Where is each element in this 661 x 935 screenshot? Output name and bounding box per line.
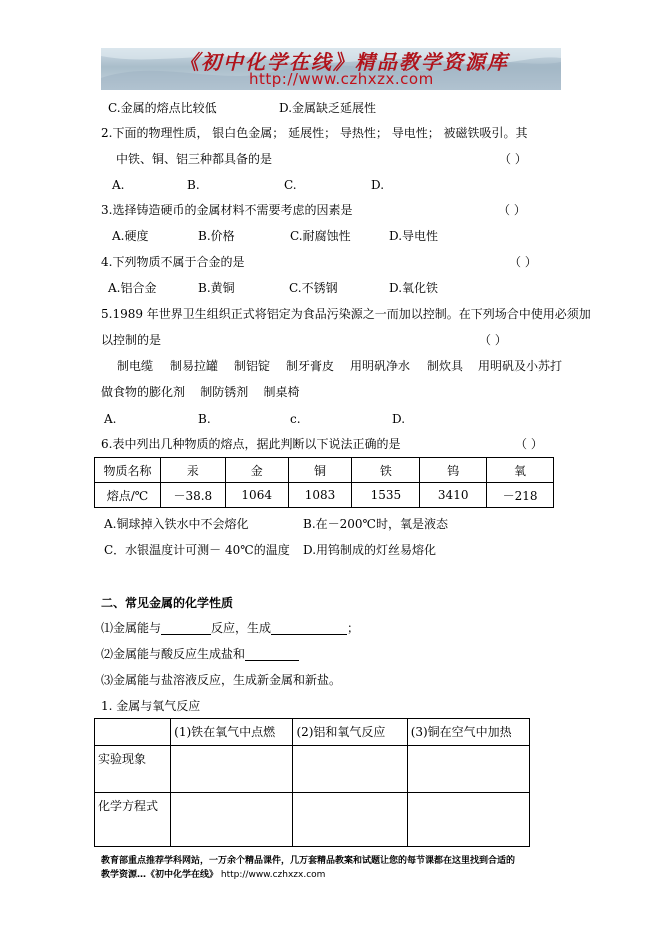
q5-answer-bracket: （ ） [479, 333, 507, 347]
q4-option-a: A.铝合金 [108, 281, 157, 295]
q4-option-b: B.黄铜 [198, 281, 235, 295]
table-cell-iron: 铁 [352, 458, 420, 483]
table-cell-value: 3410 [420, 483, 487, 508]
table-cell-gold: 金 [225, 458, 288, 483]
table-row-equation [95, 793, 530, 847]
table-cell-answer[interactable] [407, 793, 529, 847]
q5-stem-line4: 做食物的膨化剂 制防锈剂 制桌椅 [101, 385, 300, 399]
q5-item-3: 制铝锭 [234, 359, 271, 373]
table-row-values [95, 483, 554, 508]
oxygen-reaction-table [94, 718, 530, 847]
q1-option-d: D.金属缺乏延展性 [279, 101, 377, 115]
table-cell-answer[interactable] [407, 746, 529, 793]
table-row-header [95, 719, 530, 746]
melting-point-table [94, 457, 554, 508]
table-row-label: 化学方程式 [95, 793, 171, 847]
q4-option-d: D.氧化铁 [389, 281, 439, 295]
q5-item-7: 用明矾及小苏打 [478, 359, 563, 373]
q3-stem: 3.选择铸造硬币的金属材料不需要考虑的因素是 [101, 203, 353, 217]
table-header-iron: (1)铁在氧气中点燃 [171, 719, 293, 746]
fill-line-2-text: ⑵金属能与酸反应生成盐和 [101, 647, 246, 661]
table-cell-oxygen: 氧 [487, 458, 554, 483]
section-title: 二、常见金属的化学性质 [101, 596, 234, 610]
table-row-names [95, 458, 554, 483]
table-cell-empty [95, 719, 171, 746]
table-cell-value: －38.8 [160, 483, 225, 508]
table-cell-answer[interactable] [171, 793, 293, 847]
fill-line-2 [101, 647, 299, 661]
table-cell-value: －218 [487, 483, 554, 508]
q2-stem-line2: 中铁、铜、铝三种都具备的是 [116, 152, 273, 166]
q3-option-b: B.价格 [198, 229, 235, 243]
blank-reactant[interactable] [161, 622, 211, 635]
q2-answer-bracket: （ ） [499, 152, 527, 166]
q6-option-c: C．水银温度计可测－ 40℃的温度 [104, 543, 290, 557]
q2-option-b: B. [187, 178, 200, 192]
q3-option-c: C.耐腐蚀性 [290, 229, 351, 243]
fill-line-1-part-b: 反应，生成 [211, 621, 272, 635]
q5-item-2: 制易拉罐 [170, 359, 219, 373]
q5-item-6: 制炊具 [427, 359, 464, 373]
q5-stem-line1: 5.1989 年世界卫生组织正式将铝定为食品污染源之一而加以控制。在下列场合中使用必须加 [101, 307, 591, 321]
table-cell-label: 物质名称 [95, 458, 161, 483]
table-cell-copper: 铜 [288, 458, 352, 483]
fill-line-1-part-c: ； [347, 621, 360, 635]
header-banner [101, 48, 561, 90]
fill-line-3: ⑶金属能与盐溶液反应，生成新金属和新盐。 [101, 673, 342, 687]
q4-option-c: C.不锈钢 [289, 281, 338, 295]
q2-option-d: D. [371, 178, 385, 192]
table-cell-value: 1083 [288, 483, 352, 508]
q2-option-a: A. [112, 178, 125, 192]
q6-option-a: A.铜球掉入铁水中不会熔化 [104, 517, 249, 531]
q5-item-4: 制牙膏皮 [286, 359, 335, 373]
q3-answer-bracket: （ ） [498, 203, 526, 217]
table-cell-answer[interactable] [293, 746, 407, 793]
banner-url[interactable]: http://www.czhxzx.com [249, 70, 434, 88]
q6-stem: 6.表中列出几种物质的熔点，据此判断以下说法正确的是 [101, 437, 401, 451]
table-row-label: 实验现象 [95, 746, 171, 793]
q3-option-a: A.硬度 [112, 229, 149, 243]
table-cell-answer[interactable] [293, 793, 407, 847]
footer-line-2 [101, 869, 325, 881]
q5-stem-line2: 以控制的是 [101, 333, 162, 347]
table-cell-value: 1535 [352, 483, 420, 508]
blank-product[interactable] [271, 622, 347, 635]
q2-option-c: C. [284, 178, 297, 192]
table-header-copper: (3)铜在空气中加热 [407, 719, 529, 746]
q1-option-c: C.金属的熔点比较低 [108, 101, 217, 115]
table-row-phenomenon [95, 746, 530, 793]
fill-line-1-part-a: ⑴金属能与 [101, 621, 162, 635]
q3-option-d: D.导电性 [389, 229, 439, 243]
footer-url[interactable]: http://www.czhxzx.com [220, 870, 326, 880]
table-cell-value: 1064 [225, 483, 288, 508]
table-cell-label: 熔点/℃ [95, 483, 161, 508]
table-header-aluminum: (2)铝和氧气反应 [293, 719, 407, 746]
footer-source: 教学资源…《初中化学在线》 [101, 870, 219, 880]
q5-item-5: 用明矾净水 [350, 359, 411, 373]
q4-answer-bracket: （ ） [509, 255, 537, 269]
q6-option-d: D.用钨制成的灯丝易熔化 [303, 543, 437, 557]
q2-stem-line1: 2.下面的物理性质， 银白色金属； 延展性； 导热性； 导电性； 被磁铁吸引。其 [101, 126, 528, 140]
q4-stem: 4.下列物质不属于合金的是 [101, 255, 245, 269]
fill-line-1 [101, 621, 359, 635]
table-cell-answer[interactable] [171, 746, 293, 793]
q5-item-1: 制电缆 [117, 359, 154, 373]
table-cell-mercury: 汞 [160, 458, 225, 483]
subsection-title: 1. 金属与氧气反应 [101, 699, 201, 713]
q6-option-b: B.在－200℃时，氧是液态 [303, 517, 448, 531]
q5-option-a: A. [104, 412, 117, 426]
blank-gas[interactable] [245, 648, 299, 661]
q5-option-b: B. [198, 412, 211, 426]
footer-line-1: 教育部重点推荐学科网站，一万余个精品课件，几万套精品教案和试题让您的每节课都在这里找到合适的 [101, 856, 516, 866]
q6-answer-bracket: （ ） [515, 437, 543, 451]
q5-option-d: D. [392, 412, 406, 426]
banner-title: 《初中化学在线》精品教学资源库 [179, 50, 509, 74]
q5-option-c: c. [290, 412, 301, 426]
table-cell-tungsten: 钨 [420, 458, 487, 483]
